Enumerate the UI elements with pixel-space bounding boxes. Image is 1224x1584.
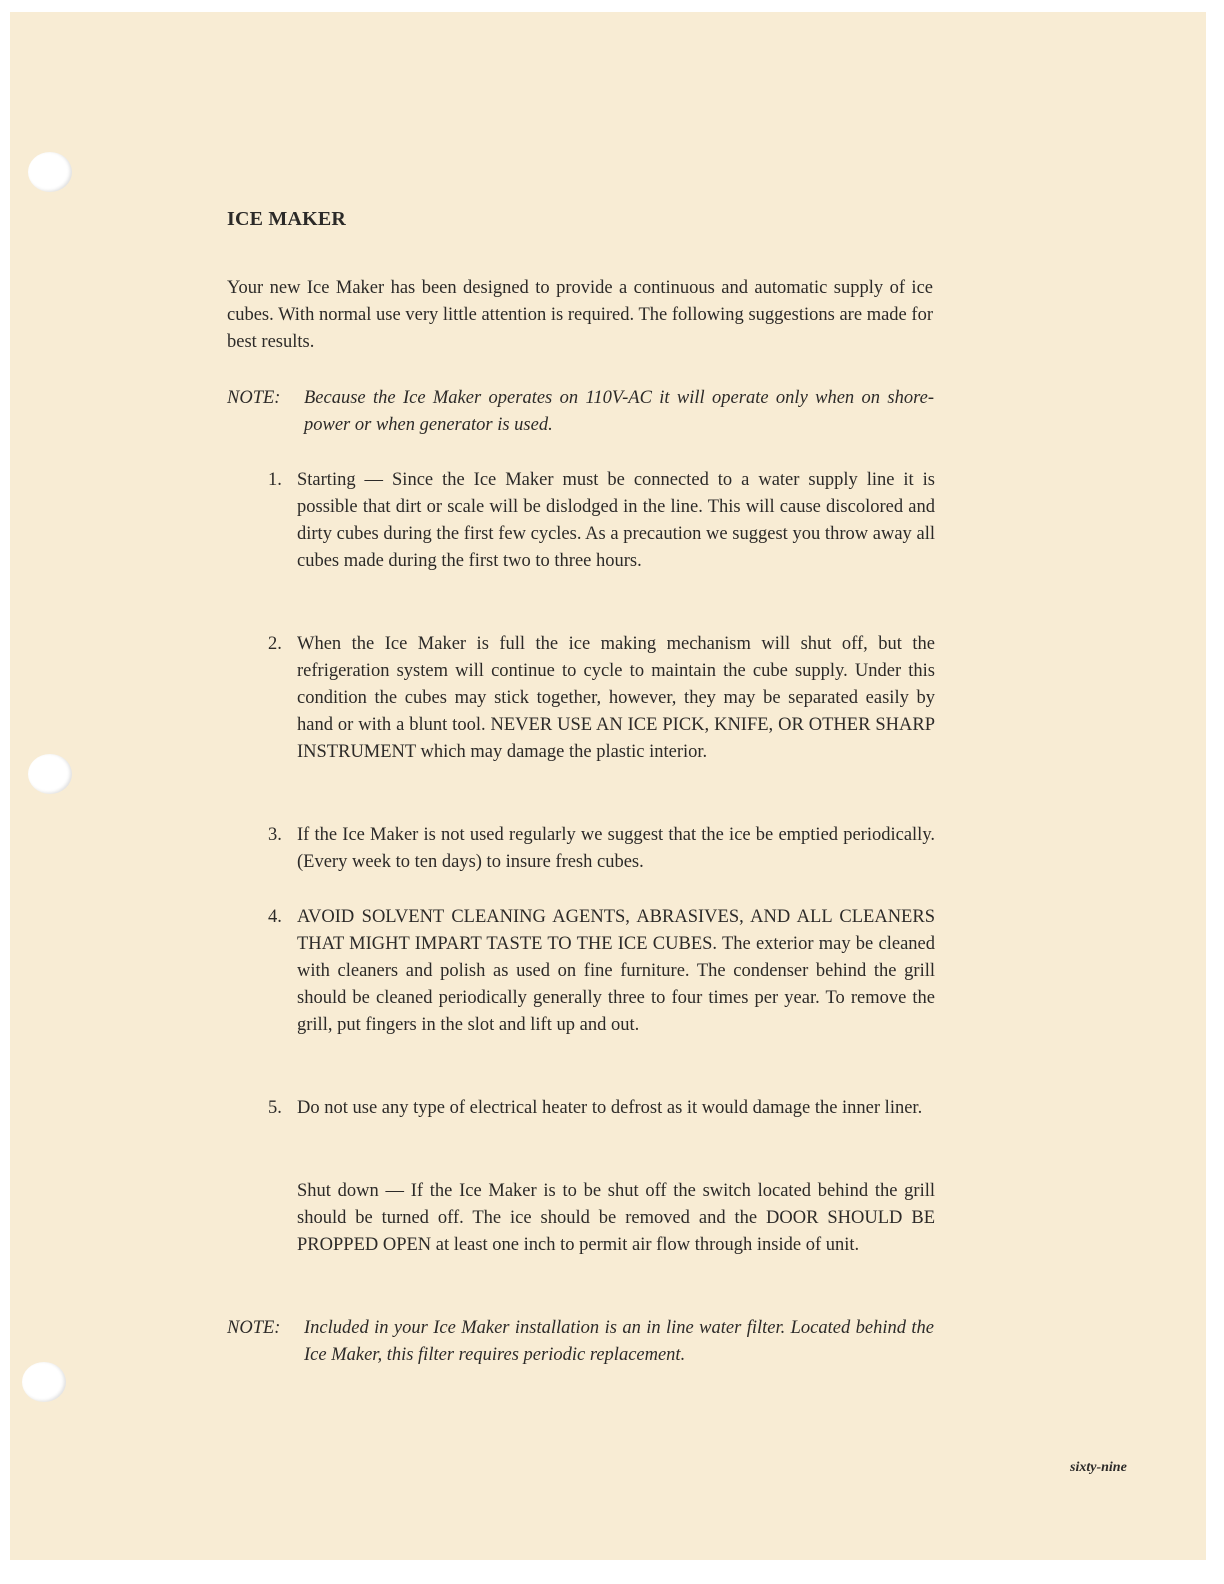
punch-hole-top [28, 152, 72, 192]
item-number-1: 1. [268, 470, 282, 490]
note-label-2: NOTE: [227, 1318, 281, 1338]
item-number-2: 2. [268, 634, 282, 654]
item-text-4: AVOID SOLVENT CLEANING AGENTS, ABRASIVES, AND ALL CLEANERS THAT MIGHT IMPART TASTE TO THE ICE CUBES. The exterior may be cleaned with cleaners and polish as used on fine furniture. The condenser behind the grill should be cleaned periodically generally three to four times per year. To remove the grill, put fingers in the slot and lift up and out. [297, 907, 935, 1035]
item-text-2: When the Ice Maker is full the ice making mechanism will shut off, but the refrigeration system will continue to cycle to maintain the cube supply. Under this condition the cubes may stick together, however, they may be separated easily by hand or with a blunt tool. NEVER USE AN ICE PICK, KNIFE, OR OTHER SHARP INSTRUMENT which may damage the plastic interior. [297, 634, 935, 762]
item-text-5: Do not use any type of electrical heater to defrost as it would damage the inner liner. [297, 1098, 923, 1118]
item-number-5: 5. [268, 1098, 282, 1118]
note-text-2: Included in your Ice Maker installation is an in line water filter. Located behind the Ice Maker, this filter requires periodic replacement. [304, 1318, 934, 1365]
note-label-1: NOTE: [227, 388, 281, 408]
punch-hole-middle [28, 754, 72, 794]
note-text-1: Because the Ice Maker operates on 110V-AC it will operate only when on shore-power or when generator is used. [304, 388, 934, 435]
document-page [10, 12, 1206, 1560]
section-heading: ICE MAKER [227, 208, 347, 230]
item-text-3: If the Ice Maker is not used regularly we suggest that the ice be emptied periodically. (Every week to ten days) to insure fresh cubes. [297, 825, 935, 872]
item-number-4: 4. [268, 907, 282, 927]
shutdown-paragraph: Shut down — If the Ice Maker is to be shut off the switch located behind the grill should be turned off. The ice should be removed and the DOOR SHOULD BE PROPPED OPEN at least one inch to permit air flow through inside of unit. [297, 1181, 935, 1255]
page-number: sixty-nine [1070, 1460, 1127, 1475]
item-number-3: 3. [268, 825, 282, 845]
punch-hole-bottom [22, 1362, 66, 1402]
item-text-1: Starting — Since the Ice Maker must be connected to a water supply line it is possible that dirt or scale will be dislodged in the line. This will cause discolored and dirty cubes during the first few cycles. As a precaution we suggest you throw away all cubes made during the first two to three hours. [297, 470, 935, 571]
intro-paragraph: Your new Ice Maker has been designed to provide a continuous and automatic supply of ice cubes. With normal use very little attention is required. The following suggestions are made for best results. [227, 278, 933, 352]
